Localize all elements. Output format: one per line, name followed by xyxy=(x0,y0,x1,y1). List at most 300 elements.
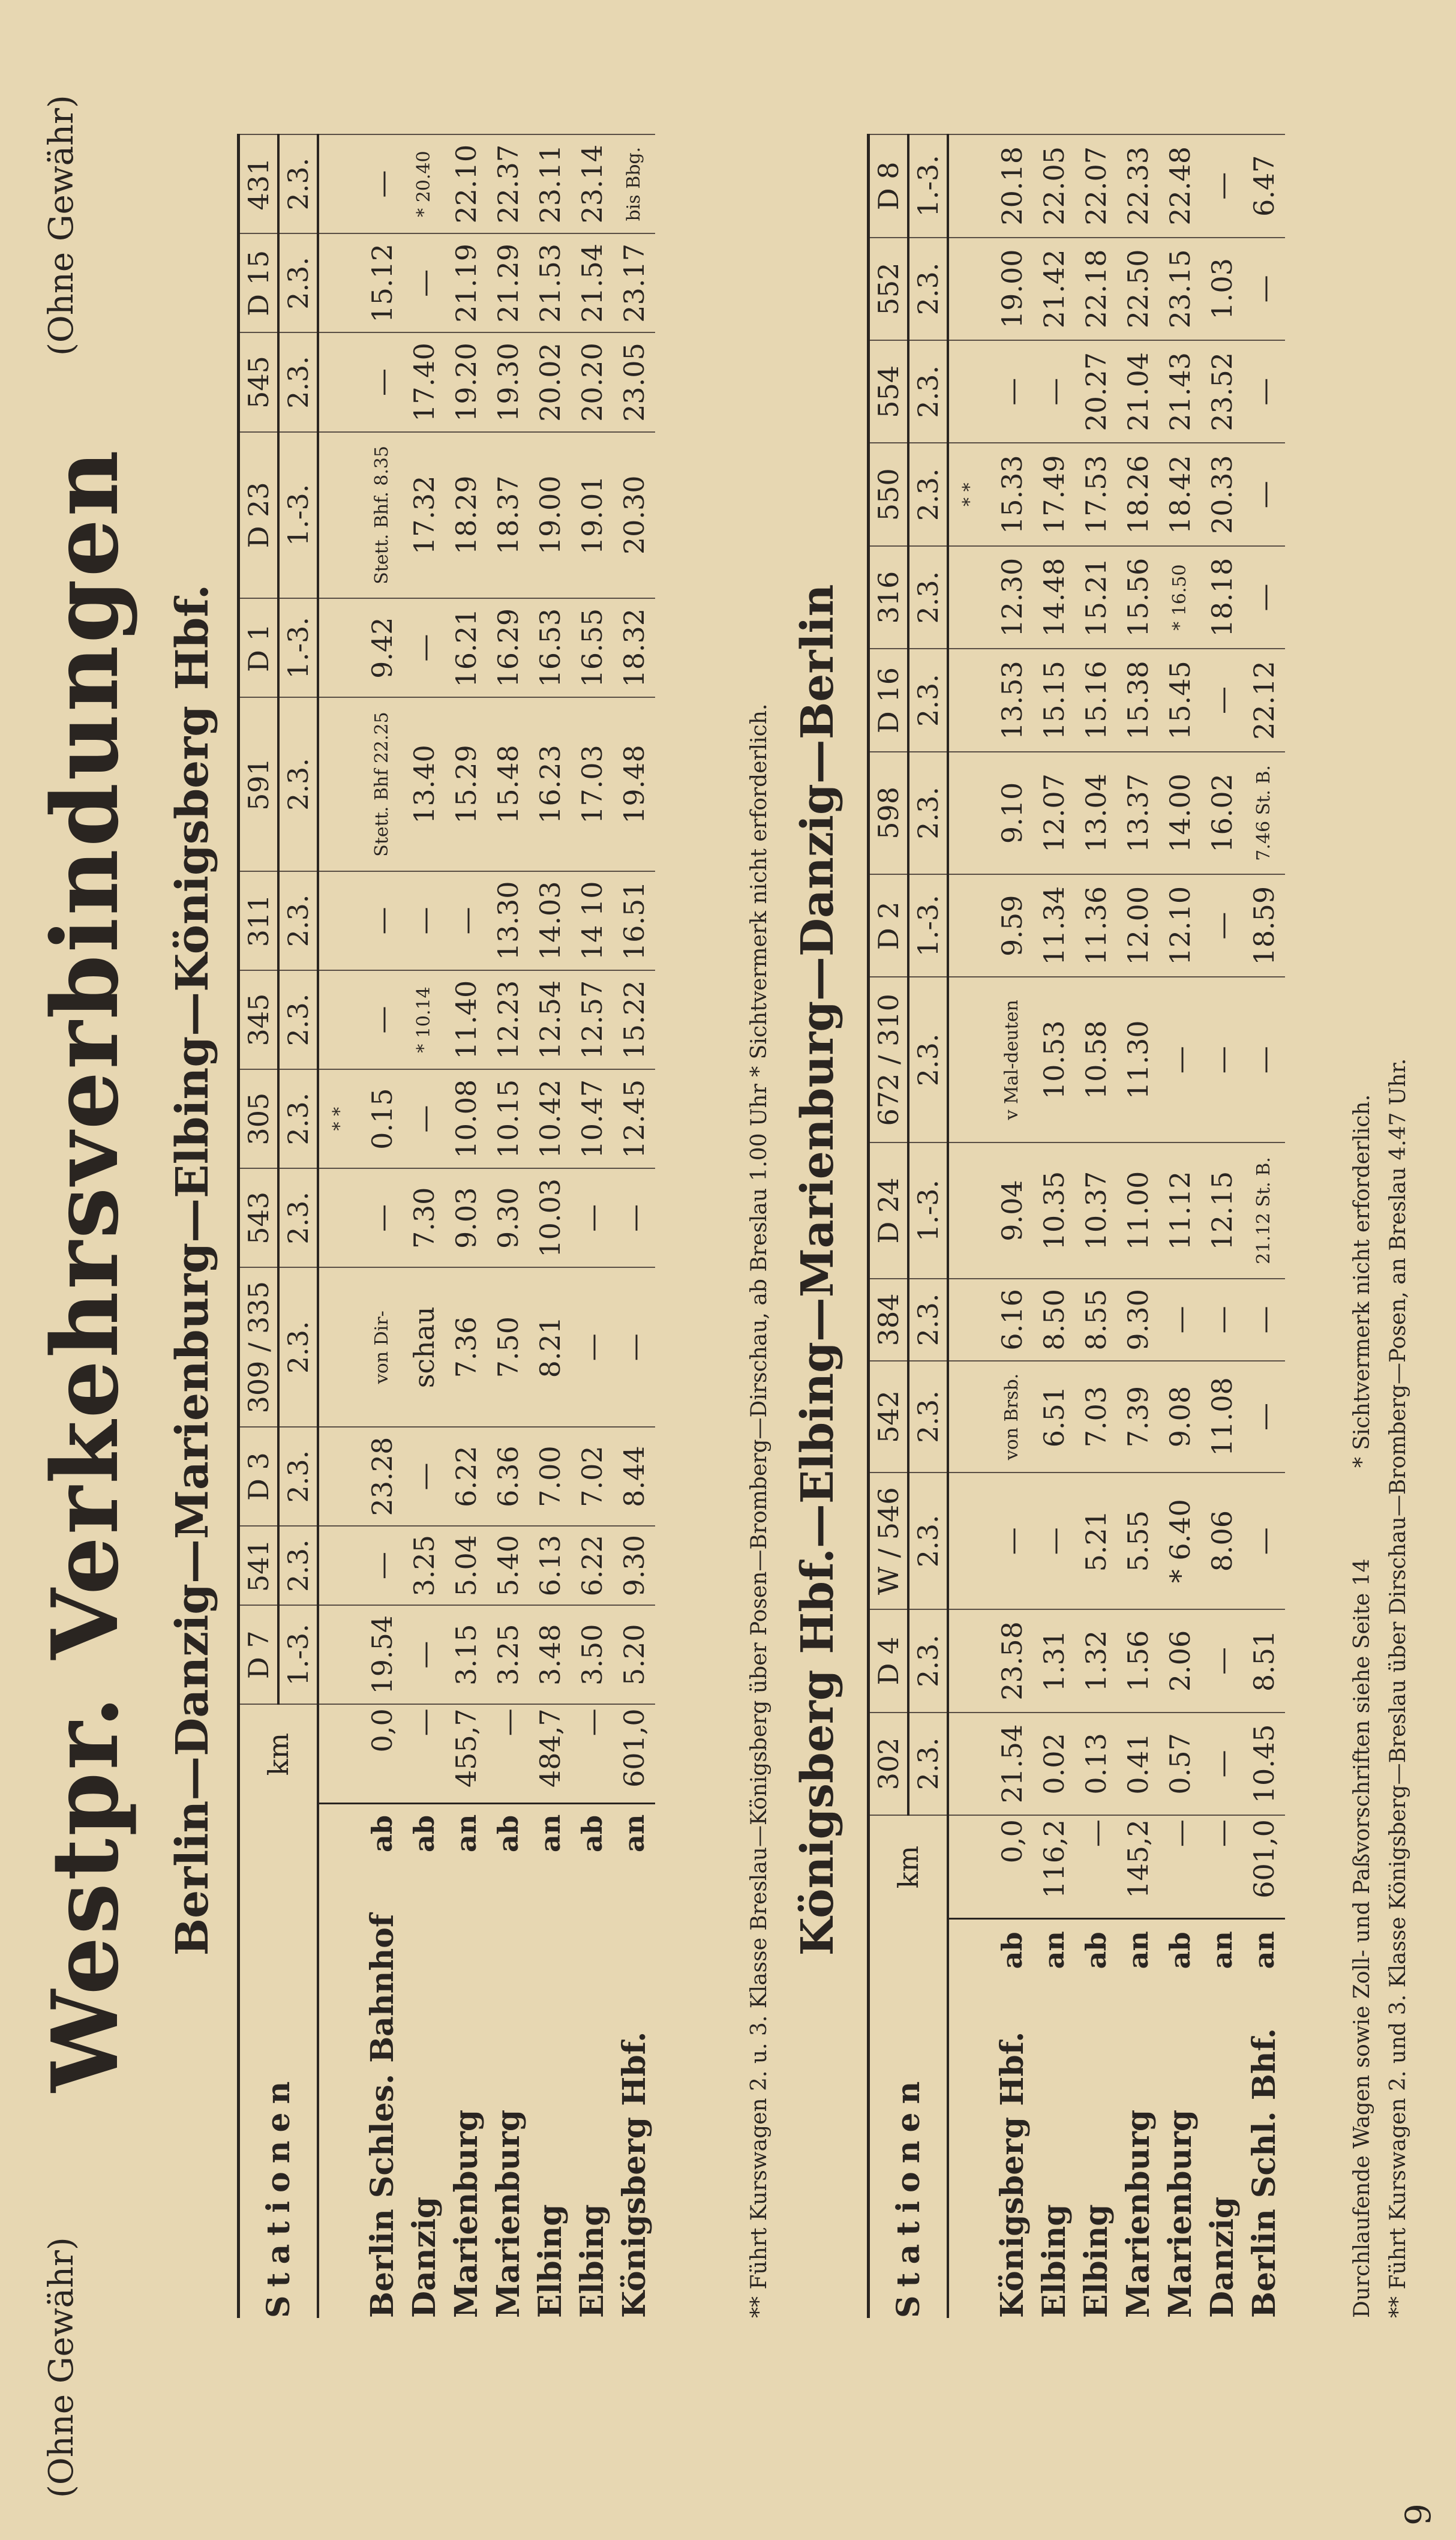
time-cell: 19.30 xyxy=(487,332,529,431)
time-cell: — xyxy=(1243,1473,1285,1609)
table-row xyxy=(1201,134,1243,2318)
time-cell: 19.20 xyxy=(445,332,487,431)
time-cell: 21.04 xyxy=(1117,340,1159,443)
arr-dep-mark: ab xyxy=(1159,1918,1201,1972)
time-cell: 12.07 xyxy=(1033,752,1075,874)
arr-dep-mark: ab xyxy=(571,1804,613,1856)
time-cell: — xyxy=(1201,977,1243,1142)
time-cell: 18.18 xyxy=(1201,546,1243,649)
train-number-10: 316 xyxy=(869,546,909,649)
disclaimer-left: (Ohne Gewähr) xyxy=(42,2237,81,2498)
time-cell: 23.05 xyxy=(613,332,655,431)
train-class-12: 2.3. xyxy=(278,233,318,332)
time-cell: — xyxy=(1033,1473,1075,1609)
route1-timetable xyxy=(237,134,655,2318)
station-name: Marienburg xyxy=(1161,2109,1199,2318)
time-cell: 20.27 xyxy=(1075,340,1117,443)
train-note-7 xyxy=(318,871,361,970)
train-number-10: D 23 xyxy=(239,432,279,599)
train-note-11: * * xyxy=(948,443,991,545)
time-cell: 1.31 xyxy=(1033,1609,1075,1712)
time-cell: 7.36 xyxy=(445,1267,487,1427)
train-class-9: 2.3. xyxy=(908,649,948,751)
time-cell: 10.53 xyxy=(1033,977,1075,1142)
table-row xyxy=(1117,134,1159,2318)
station-name: Königsberg Hbf. xyxy=(616,2031,653,2318)
time-cell: 22.50 xyxy=(1117,238,1159,340)
time-cell: — xyxy=(403,1427,445,1526)
time-cell: 12.10 xyxy=(1159,874,1201,977)
notes-spacer-km xyxy=(318,1704,361,1804)
time-cell: 11.12 xyxy=(1159,1142,1201,1279)
time-cell: 10.35 xyxy=(1033,1142,1075,1279)
time-cell: 8.55 xyxy=(1075,1279,1117,1361)
time-cell: 17.40 xyxy=(403,332,445,431)
station-name: Marienburg xyxy=(490,2109,527,2318)
time-cell: 23.15 xyxy=(1159,238,1201,340)
time-cell: 11.40 xyxy=(445,970,487,1069)
train-number-1: D 4 xyxy=(869,1609,909,1712)
train-class-10: 1.-3. xyxy=(278,432,318,599)
time-cell: 23.14 xyxy=(571,134,613,233)
time-cell: 11.30 xyxy=(1117,977,1159,1142)
train-number-7: D 2 xyxy=(869,874,909,977)
time-cell: 13.40 xyxy=(403,697,445,871)
time-cell: — xyxy=(1201,1609,1243,1712)
train-number-0: D 7 xyxy=(239,1605,279,1704)
arr-dep-mark: an xyxy=(613,1804,655,1856)
time-cell: 22.07 xyxy=(1075,134,1117,238)
train-note-5 xyxy=(948,1142,991,1279)
train-note-12 xyxy=(318,233,361,332)
station-name: Elbing xyxy=(1077,2204,1115,2318)
table-row xyxy=(571,134,613,2318)
time-cell: 12.45 xyxy=(613,1069,655,1168)
time-cell: 19.54 xyxy=(361,1605,403,1704)
table-row xyxy=(445,134,487,2318)
table-row xyxy=(1033,134,1075,2318)
time-cell: 3.15 xyxy=(445,1605,487,1704)
page-title: Westpr. Verkehrsverbindungen xyxy=(31,448,139,2092)
time-cell: 10.58 xyxy=(1075,977,1117,1142)
train-note-4 xyxy=(318,1168,361,1267)
station-name: Berlin Schl. Bhf. xyxy=(1245,2028,1283,2318)
arr-dep-mark: an xyxy=(1033,1918,1075,1972)
time-cell: 21.53 xyxy=(529,233,571,332)
time-cell: 21.29 xyxy=(487,233,529,332)
time-cell: 5.04 xyxy=(445,1526,487,1605)
time-cell: von Dir- xyxy=(361,1267,403,1427)
time-cell: 11.34 xyxy=(1033,874,1075,977)
train-number-12: D 15 xyxy=(239,233,279,332)
train-class-12: 2.3. xyxy=(908,340,948,443)
time-cell: 1.03 xyxy=(1201,238,1243,340)
train-number-0: 302 xyxy=(869,1713,909,1815)
time-cell: 23.52 xyxy=(1201,340,1243,443)
time-cell: 14.48 xyxy=(1033,546,1075,649)
time-cell: 22.37 xyxy=(487,134,529,233)
time-cell: 7.46 St. B. xyxy=(1243,752,1285,874)
train-note-6 xyxy=(318,970,361,1069)
time-cell: — xyxy=(1201,649,1243,751)
arr-dep-mark: ab xyxy=(403,1804,445,1856)
km-header: km xyxy=(869,1815,948,1918)
train-class-9: 1.-3. xyxy=(278,598,318,697)
time-cell: — xyxy=(361,1526,403,1605)
route1-heading: Berlin—Danzig—Marienburg—Elbing—Königsberg Hbf. xyxy=(167,584,218,1956)
time-cell: — xyxy=(361,134,403,233)
distance-km: — xyxy=(403,1704,445,1804)
time-cell: — xyxy=(1159,1279,1201,1361)
time-cell: — xyxy=(1243,340,1285,443)
time-cell: 12.23 xyxy=(487,970,529,1069)
time-cell: 22.18 xyxy=(1075,238,1117,340)
train-class-0: 2.3. xyxy=(908,1713,948,1815)
time-cell: 13.53 xyxy=(991,649,1033,751)
time-cell: 6.13 xyxy=(529,1526,571,1605)
route1-footnote: ** Führt Kurswagen 2. u. 3. Klasse Breslau—Königsberg über Posen—Bromberg—Dirschau, ab Breslau 1.00 Uhr * Sichtvermerk nicht erforderlich. xyxy=(747,703,771,2318)
distance-km: 601,0 xyxy=(1243,1815,1285,1918)
time-cell: 15.38 xyxy=(1117,649,1159,751)
train-class-5: 2.3. xyxy=(278,1069,318,1168)
disclaimer-right: (Ohne Gewähr) xyxy=(42,95,81,356)
time-cell: — xyxy=(445,871,487,970)
time-cell: 18.29 xyxy=(445,432,487,599)
station-name: Danzig xyxy=(406,2196,443,2318)
time-cell: 16.53 xyxy=(529,598,571,697)
time-cell: 12.54 xyxy=(529,970,571,1069)
station-name: Elbing xyxy=(1035,2204,1073,2318)
time-cell: * 20.40 xyxy=(403,134,445,233)
arr-dep-mark: ab xyxy=(991,1918,1033,1972)
station-name: Königsberg Hbf. xyxy=(993,2031,1031,2318)
notes-spacer xyxy=(318,1856,361,2318)
distance-km: 484,7 xyxy=(529,1704,571,1804)
train-note-8 xyxy=(948,752,991,874)
train-note-14 xyxy=(948,134,991,238)
train-class-1: 2.3. xyxy=(278,1526,318,1605)
table-row xyxy=(1075,134,1117,2318)
distance-km: 145,2 xyxy=(1117,1815,1159,1918)
arr-dep-mark: an xyxy=(1243,1918,1285,1972)
time-cell: 18.59 xyxy=(1243,874,1285,977)
time-cell: 0.15 xyxy=(361,1069,403,1168)
time-cell: — xyxy=(361,970,403,1069)
table-row xyxy=(529,134,571,2318)
time-cell: — xyxy=(613,1168,655,1267)
train-class-2: 2.3. xyxy=(278,1427,318,1526)
table-row xyxy=(403,134,445,2318)
time-cell: 22.48 xyxy=(1159,134,1201,238)
time-cell: — xyxy=(1243,977,1285,1142)
train-note-9 xyxy=(948,649,991,751)
time-cell: 12.30 xyxy=(991,546,1033,649)
time-cell: 13.04 xyxy=(1075,752,1117,874)
train-note-10 xyxy=(948,546,991,649)
time-cell: 14 10 xyxy=(571,871,613,970)
time-cell: 21.54 xyxy=(571,233,613,332)
train-note-0 xyxy=(318,1605,361,1704)
time-cell: 16.21 xyxy=(445,598,487,697)
time-cell: 17.03 xyxy=(571,697,613,871)
time-cell: 19.48 xyxy=(613,697,655,871)
train-number-8: 598 xyxy=(869,752,909,874)
time-cell: 19.00 xyxy=(991,238,1033,340)
time-cell: 17.49 xyxy=(1033,443,1075,545)
time-cell: 20.33 xyxy=(1201,443,1243,545)
train-class-13: 2.3. xyxy=(278,134,318,233)
train-number-3: 542 xyxy=(869,1361,909,1473)
time-cell: 13.30 xyxy=(487,871,529,970)
time-cell: 21.43 xyxy=(1159,340,1201,443)
time-cell: 15.56 xyxy=(1117,546,1159,649)
time-cell: 11.08 xyxy=(1201,1361,1243,1473)
time-cell: 20.18 xyxy=(991,134,1033,238)
time-cell: 6.16 xyxy=(991,1279,1033,1361)
time-cell: — xyxy=(571,1168,613,1267)
train-class-2: 2.3. xyxy=(908,1473,948,1609)
time-cell: 7.39 xyxy=(1117,1361,1159,1473)
time-cell: 9.42 xyxy=(361,598,403,697)
time-cell: — xyxy=(403,1069,445,1168)
train-note-2 xyxy=(318,1427,361,1526)
time-cell: 15.33 xyxy=(991,443,1033,545)
time-cell: 3.50 xyxy=(571,1605,613,1704)
time-cell: — xyxy=(361,1168,403,1267)
time-cell: — xyxy=(1201,1713,1243,1815)
time-cell: 7.02 xyxy=(571,1427,613,1526)
route2-footnote-1 xyxy=(1350,1094,1374,2318)
station-name: Berlin Schles. Bahnhof xyxy=(364,1914,401,2318)
train-class-11: 2.3. xyxy=(278,332,318,431)
route2-timetable xyxy=(867,134,1285,2318)
footnote-star: * Sichtvermerk nicht erforderlich. xyxy=(1350,1094,1374,1468)
time-cell: 5.40 xyxy=(487,1526,529,1605)
arr-dep-mark: ab xyxy=(361,1804,403,1856)
time-cell: 8.21 xyxy=(529,1267,571,1427)
train-class-4: 2.3. xyxy=(278,1168,318,1267)
distance-km: — xyxy=(1201,1815,1243,1918)
time-cell: 9.03 xyxy=(445,1168,487,1267)
time-cell: 8.44 xyxy=(613,1427,655,1526)
time-cell: 0.41 xyxy=(1117,1713,1159,1815)
train-number-4: 384 xyxy=(869,1279,909,1361)
time-cell: 6.47 xyxy=(1243,134,1285,238)
train-number-3: 309 / 335 xyxy=(239,1267,279,1427)
train-number-11: 545 xyxy=(239,332,279,431)
train-note-1 xyxy=(318,1526,361,1605)
train-note-2 xyxy=(948,1473,991,1609)
time-cell: 22.05 xyxy=(1033,134,1075,238)
time-cell: 22.12 xyxy=(1243,649,1285,751)
train-note-0 xyxy=(948,1713,991,1815)
time-cell: — xyxy=(1243,238,1285,340)
time-cell: 5.21 xyxy=(1075,1473,1117,1609)
train-note-1 xyxy=(948,1609,991,1712)
train-class-13: 2.3. xyxy=(908,238,948,340)
distance-km: — xyxy=(1075,1815,1117,1918)
train-note-7 xyxy=(948,874,991,977)
table-row xyxy=(1159,134,1201,2318)
time-cell: 15.22 xyxy=(613,970,655,1069)
train-number-6: 672 / 310 xyxy=(869,977,909,1142)
time-cell: — xyxy=(1243,1361,1285,1473)
time-cell: * 16.50 xyxy=(1159,546,1201,649)
train-class-14: 1.-3. xyxy=(908,134,948,238)
route2-footnote-2: ** Führt Kurswagen 2. und 3. Klasse Königsberg—Breslau über Dirschau—Bromberg—Posen, an Breslau 4.47 Uhr. xyxy=(1386,1058,1410,2318)
train-class-5: 1.-3. xyxy=(908,1142,948,1279)
table-row xyxy=(1243,134,1285,2318)
time-cell: — xyxy=(361,332,403,431)
train-note-3 xyxy=(318,1267,361,1427)
time-cell: 23.11 xyxy=(529,134,571,233)
train-class-3: 2.3. xyxy=(278,1267,318,1427)
time-cell: bis Bbg. xyxy=(613,134,655,233)
time-cell: — xyxy=(571,1267,613,1427)
time-cell: 17.32 xyxy=(403,432,445,599)
time-cell: 9.30 xyxy=(613,1526,655,1605)
train-class-4: 2.3. xyxy=(908,1279,948,1361)
time-cell: — xyxy=(991,340,1033,443)
train-number-14: D 8 xyxy=(869,134,909,238)
train-number-12: 554 xyxy=(869,340,909,443)
time-cell: — xyxy=(1201,134,1243,238)
train-note-6 xyxy=(948,977,991,1142)
distance-km: 0,0 xyxy=(361,1704,403,1804)
time-cell: 10.37 xyxy=(1075,1142,1117,1279)
time-cell: 10.08 xyxy=(445,1069,487,1168)
notes-spacer-km xyxy=(948,1815,991,1918)
time-cell: 21.54 xyxy=(991,1713,1033,1815)
time-cell: 21.19 xyxy=(445,233,487,332)
time-cell: 10.47 xyxy=(571,1069,613,1168)
time-cell: 12.15 xyxy=(1201,1142,1243,1279)
train-number-13: 552 xyxy=(869,238,909,340)
time-cell: — xyxy=(403,1605,445,1704)
time-cell: 6.22 xyxy=(571,1526,613,1605)
time-cell: 7.00 xyxy=(529,1427,571,1526)
train-number-1: 541 xyxy=(239,1526,279,1605)
train-class-10: 2.3. xyxy=(908,546,948,649)
time-cell: — xyxy=(361,871,403,970)
train-class-6: 2.3. xyxy=(278,970,318,1069)
time-cell: 7.50 xyxy=(487,1267,529,1427)
train-number-7: 311 xyxy=(239,871,279,970)
time-cell: 16.51 xyxy=(613,871,655,970)
time-cell: 15.21 xyxy=(1075,546,1117,649)
arr-dep-mark: ab xyxy=(1075,1918,1117,1972)
time-cell: * 10.14 xyxy=(403,970,445,1069)
train-class-3: 2.3. xyxy=(908,1361,948,1473)
station-name: Marienburg xyxy=(448,2109,485,2318)
arr-dep-mark: ab xyxy=(487,1804,529,1856)
arr-dep-mark: an xyxy=(1117,1918,1159,1972)
distance-km: 0,0 xyxy=(991,1815,1033,1918)
time-cell: 1.56 xyxy=(1117,1609,1159,1712)
train-class-0: 1.-3. xyxy=(278,1605,318,1704)
time-cell: 15.15 xyxy=(1033,649,1075,751)
time-cell: 15.16 xyxy=(1075,649,1117,751)
time-cell: 3.25 xyxy=(487,1605,529,1704)
time-cell: 20.20 xyxy=(571,332,613,431)
arr-dep-mark: an xyxy=(1201,1918,1243,1972)
time-cell: 14.03 xyxy=(529,871,571,970)
distance-km: — xyxy=(487,1704,529,1804)
time-cell: 10.42 xyxy=(529,1069,571,1168)
notes-spacer xyxy=(948,1972,991,2318)
time-cell: 23.58 xyxy=(991,1609,1033,1712)
train-note-5: * * xyxy=(318,1069,361,1168)
time-cell: 10.15 xyxy=(487,1069,529,1168)
train-number-13: 431 xyxy=(239,134,279,233)
time-cell: 19.00 xyxy=(529,432,571,599)
time-cell: 12.57 xyxy=(571,970,613,1069)
time-cell: Stett. Bhf 22.25 xyxy=(361,697,403,871)
train-number-6: 345 xyxy=(239,970,279,1069)
station-name: Elbing xyxy=(532,2204,569,2318)
arr-dep-mark: an xyxy=(445,1804,487,1856)
train-note-12 xyxy=(948,340,991,443)
route2-heading: Königsberg Hbf.—Elbing—Marienburg—Danzig—Berlin xyxy=(792,584,843,1956)
time-cell: 9.10 xyxy=(991,752,1033,874)
time-cell: 21.42 xyxy=(1033,238,1075,340)
time-cell: 3.48 xyxy=(529,1605,571,1704)
train-note-13 xyxy=(948,238,991,340)
time-cell: Stett. Bhf. 8.35 xyxy=(361,432,403,599)
time-cell: 0.13 xyxy=(1075,1713,1117,1815)
train-note-4 xyxy=(948,1279,991,1361)
time-cell: — xyxy=(613,1267,655,1427)
train-note-8 xyxy=(318,697,361,871)
distance-km: 116,2 xyxy=(1033,1815,1075,1918)
time-cell: 20.02 xyxy=(529,332,571,431)
time-cell: 22.33 xyxy=(1117,134,1159,238)
footnote-passport: Durchlaufende Wagen sowie Zoll- und Paßvorschriften siehe Seite 14 xyxy=(1350,1558,1374,2318)
train-class-7: 2.3. xyxy=(278,871,318,970)
time-cell: * 6.40 xyxy=(1159,1473,1201,1609)
distance-km: — xyxy=(571,1704,613,1804)
train-number-8: 591 xyxy=(239,697,279,871)
distance-km: 601,0 xyxy=(613,1704,655,1804)
time-cell: 17.53 xyxy=(1075,443,1117,545)
time-cell: — xyxy=(991,1473,1033,1609)
time-cell: 8.06 xyxy=(1201,1473,1243,1609)
station-name: Elbing xyxy=(574,2204,611,2318)
time-cell: 21.12 St. B. xyxy=(1243,1142,1285,1279)
time-cell: 18.26 xyxy=(1117,443,1159,545)
time-cell: — xyxy=(1033,340,1075,443)
time-cell: 8.51 xyxy=(1243,1609,1285,1712)
time-cell: 7.30 xyxy=(403,1168,445,1267)
train-number-11: 550 xyxy=(869,443,909,545)
page-number: 9 xyxy=(1398,2503,1439,2526)
time-cell: 16.55 xyxy=(571,598,613,697)
table-row xyxy=(613,134,655,2318)
time-cell: 15.12 xyxy=(361,233,403,332)
time-cell: 1.32 xyxy=(1075,1609,1117,1712)
table-row xyxy=(487,134,529,2318)
time-cell: 11.00 xyxy=(1117,1142,1159,1279)
time-cell: — xyxy=(1201,874,1243,977)
time-cell: — xyxy=(1159,977,1201,1142)
arr-dep-mark: an xyxy=(529,1804,571,1856)
time-cell: v Mal-deuten xyxy=(991,977,1033,1142)
distance-km: 455,7 xyxy=(445,1704,487,1804)
train-note-10 xyxy=(318,432,361,599)
time-cell: 9.04 xyxy=(991,1142,1033,1279)
time-cell: 16.02 xyxy=(1201,752,1243,874)
train-number-2: D 3 xyxy=(239,1427,279,1526)
